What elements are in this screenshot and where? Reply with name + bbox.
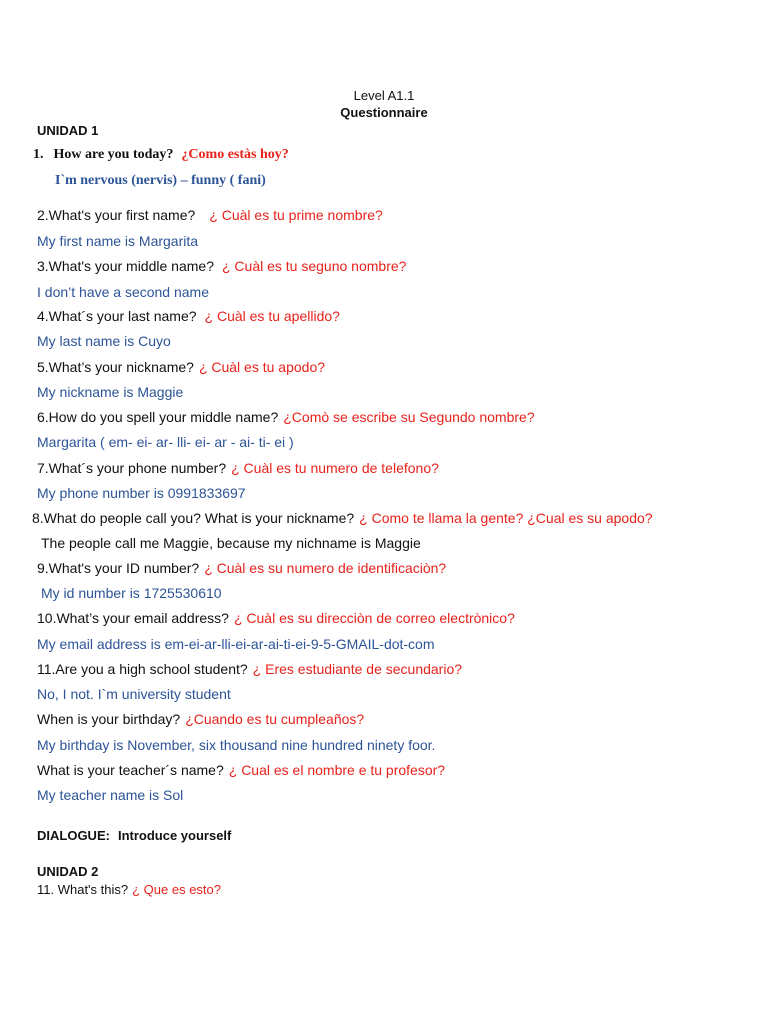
question-9-text: 9.What's your ID number? [37,560,200,576]
dialogue-label: DIALOGUE: [37,828,110,843]
question-teacher [37,761,445,779]
answer-10: My email address is em-ei-ar-lli-ei-ar-ai-ti-ei-9-5-GMAIL-dot-com [37,636,435,652]
answer-1: I`m nervous (nervis) – funny ( fani) [55,173,266,188]
dialogue-text: Introduce yourself [117,828,232,843]
question-7-text: 7.What´s your phone number? [37,460,227,476]
question-4-text: 4.What´s your last name? [37,308,197,324]
question-10 [37,609,515,627]
answer-birthday: My birthday is November, six thousand nine hundred ninety foor. [37,737,436,753]
question-10-text: 10.What’s your email address? [37,610,229,626]
question-5-spanish: ¿ Cuàl es tu apodo? [198,359,326,375]
question-8-text: 8.What do people call you? What is your nickname? [32,510,355,526]
dialogue-heading [37,827,231,845]
question-1-text: How are you today? [53,147,174,162]
level-label: Level A1.1 [353,88,415,103]
answer-7: My phone number is 0991833697 [37,485,246,501]
question-3-spanish: ¿ Cuàl es tu seguno nombre? [221,258,407,274]
question-7-spanish: ¿ Cuàl es tu numero de telefono? [231,460,439,476]
question-6-text: 6.How do you spell your middle name? [37,409,279,425]
answer-5: My nickname is Maggie [37,384,184,400]
question-1-spanish: ¿Como estàs hoy? [181,147,289,162]
question-2 [37,206,383,224]
question-4 [37,307,340,325]
question-3 [37,257,406,275]
question-4-spanish: ¿ Cuàl es tu apellido? [204,308,340,324]
question-1 [33,146,289,164]
question-unit2-11-spanish: ¿ Que es esto? [132,882,222,897]
question-8-spanish: ¿ Como te llama la gente? ¿Cual es su apodo? [359,510,653,526]
question-7 [37,459,439,477]
unit1-heading: UNIDAD 1 [37,123,99,138]
question-birthday [37,710,364,728]
answer-3: I don’t have a second name [37,284,210,300]
question-11-spanish: ¿ Eres estudiante de secundario? [252,661,463,677]
question-9-spanish: ¿ Cuàl es su numero de identificaciòn? [204,560,447,576]
question-8 [32,509,653,527]
document-title: Questionnaire [340,105,428,120]
question-6 [37,408,535,426]
answer-2: My first name is Margarita [37,233,199,249]
question-2-text: 2.What's your first name? [37,207,196,223]
unit2-heading: UNIDAD 2 [37,864,99,879]
answer-11: No, I not. I`m university student [37,686,231,702]
question-teacher-text: What is your teacher´s name? [37,762,224,778]
question-3-text: 3.What's your middle name? [37,258,214,274]
answer-teacher: My teacher name is Sol [37,787,184,803]
question-5 [37,358,325,376]
question-11 [37,660,462,678]
question-9 [37,559,446,577]
question-10-spanish: ¿ Cuàl es su direcciòn de correo electrònico? [233,610,515,626]
answer-8: The people call me Maggie, because my nichname is Maggie [41,535,421,551]
question-teacher-spanish: ¿ Cual es el nombre e tu profesor? [228,762,446,778]
question-5-text: 5.What’s your nickname? [37,359,194,375]
question-2-spanish: ¿ Cuàl es tu prime nombre? [209,207,383,223]
answer-4: My last name is Cuyo [37,333,171,349]
answer-9: My id number is 1725530610 [41,585,222,601]
question-unit2-11-text: 11. What's this? [37,882,129,897]
question-11-text: 11.Are you a high school student? [37,661,248,677]
answer-6: Margarita ( em- ei- ar- lli- ei- ar - ai- ti- ei ) [37,434,294,450]
question-6-spanish: ¿Comò se escribe su Segundo nombre? [283,409,535,425]
question-birthday-text: When is your birthday? [37,711,181,727]
question-birthday-spanish: ¿Cuando es tu cumpleaños? [185,711,365,727]
question-unit2-11 [37,881,221,899]
question-1-number: 1. [33,147,44,162]
